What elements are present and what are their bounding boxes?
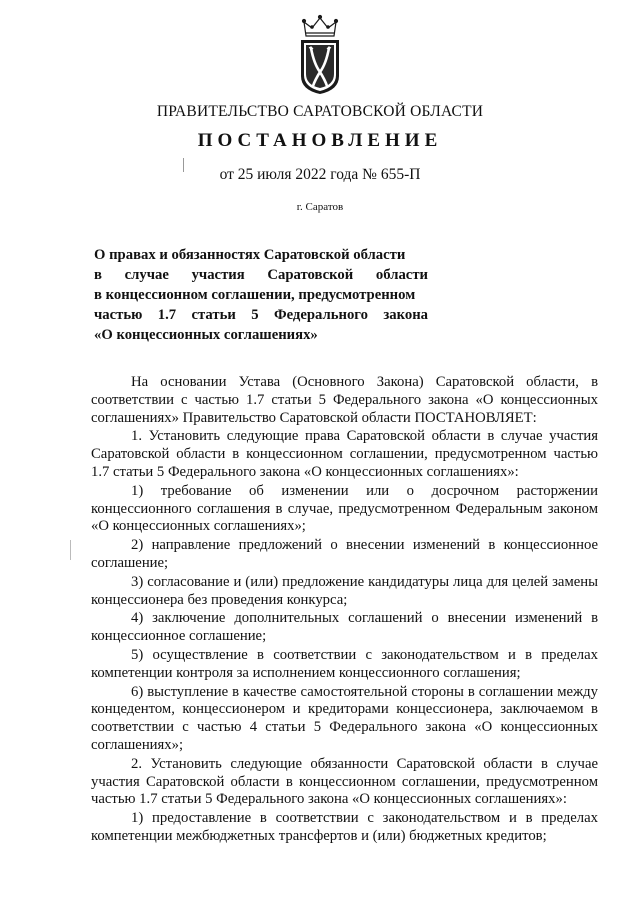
document-city: г. Саратов <box>296 201 344 213</box>
organization-name: ПРАВИТЕЛЬСТВО САРАТОВСКОЙ ОБЛАСТИ <box>156 103 484 120</box>
document-title <box>94 245 428 345</box>
body-paragraph: 2) направление предложений о внесении изменений в концессионное соглашение; <box>91 537 598 571</box>
title-line: в случае участия Саратовской области <box>94 267 428 283</box>
scan-mark <box>183 158 184 172</box>
body-paragraph: 1) предоставление в соответствии с законодательством и в пределах компетенции межбюджетных трансфертов и (или) бюджетных кредитов; <box>91 810 598 844</box>
body-paragraph: 1. Установить следующие права Саратовской области в случае участия Саратовской области в концессионном соглашении, предусмотренном частью 1.7 статьи 5 Федерального закона «О концессионных соглашениях»: <box>91 428 598 480</box>
document-date-number: от 25 июля 2022 года № 655-П <box>219 166 421 183</box>
body-paragraph: 2. Установить следующие обязанности Саратовской области в случае участия Саратовской области в концессионном соглашении, предусмотренном частью 1.7 статьи 5 Федерального закона «О концессионных соглашениях»: <box>91 755 598 808</box>
scan-mark <box>70 540 71 560</box>
title-line: «О концессионных соглашениях» <box>94 327 318 343</box>
body-paragraph: На основании Устава (Основного Закона) Саратовской области, в соответствии с частью 1.7 статьи 5 Федерального закона «О концессионных соглашениях» Правительство Саратовской области ПОСТАНОВЛЯЕТ: <box>91 374 598 426</box>
body-paragraph: 5) осуществление в соответствии с законодательством и в пределах компетенции контроля за исполнением концессионного соглашения; <box>91 646 598 681</box>
title-line: частью 1.7 статьи 5 Федерального закона <box>94 307 428 323</box>
document-body <box>91 374 598 846</box>
title-line: в концессионном соглашении, предусмотренном <box>94 287 416 303</box>
body-paragraph: 3) согласование и (или) предложение кандидатуры лица для целей замены концессионера без проведения конкурса; <box>91 573 598 608</box>
body-paragraph: 4) заключение дополнительных соглашений о внесении изменений в концессионное соглашение; <box>91 610 598 645</box>
document-type: ПОСТАНОВЛЕНИЕ <box>197 130 443 151</box>
body-paragraph: 1) требование об изменении или о досрочном расторжении концессионного соглашения в случае, предусмотренном Федеральным законом «О концессионных соглашениях»; <box>91 482 598 535</box>
coat-of-arms-icon <box>298 14 342 96</box>
title-line: О правах и обязанностях Саратовской области <box>94 247 406 263</box>
body-paragraph: 6) выступление в качестве самостоятельной стороны в соглашении между концедентом, концессионером и кредиторами концессионера, заключаемом в соответствии с частью 4 статьи 5 Федерального закона «О концессионных соглашениях»; <box>91 683 598 753</box>
